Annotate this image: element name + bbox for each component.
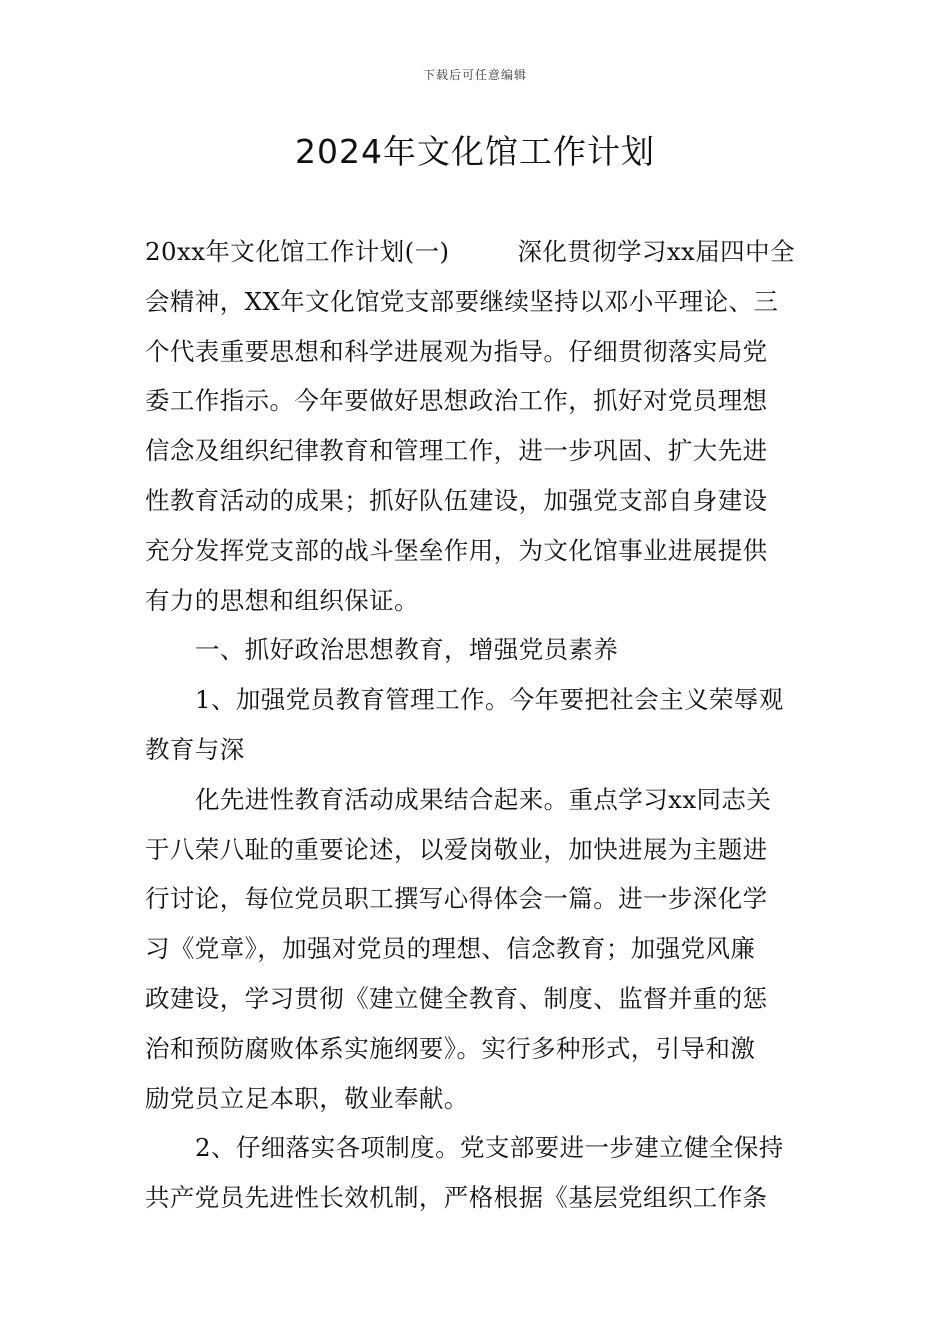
body-line: 共产党员先进性长效机制，严格根据《基层党组织工作条 — [145, 1183, 768, 1213]
body-line: 化先进性教育活动成果结合起来。重点学习xx同志关 — [195, 784, 772, 814]
body-line: 习《党章》，加强对党员的理想、信念教育；加强党风廉 — [145, 934, 756, 964]
document-body — [145, 227, 810, 1223]
section-heading: 一、抓好政治思想教育，增强党员素养 — [195, 635, 619, 665]
body-line: 个代表重要思想和科学进展观为指导。仔细贯彻落实局党 — [145, 336, 768, 366]
body-line: 于八荣八耻的重要论述，以爱岗敬业，加快进展为主题进 — [145, 834, 768, 864]
subtitle-text: 20xx年文化馆工作计划(一) — [145, 237, 450, 266]
body-text: 深化贯彻学习xx届四中全 — [517, 237, 795, 266]
body-line: 2、仔细落实各项制度。党支部要进一步建立健全保持 — [195, 1133, 784, 1163]
header-note: 下载后可任意编辑 — [422, 68, 527, 82]
body-line: 性教育活动的成果；抓好队伍建设，加强党支部自身建设 — [145, 485, 768, 515]
body-line: 充分发挥党支部的战斗堡垒作用，为文化馆事业进展提供 — [145, 535, 768, 565]
body-line — [145, 227, 810, 277]
body-line: 政建设，学习贯彻《建立健全教育、制度、监督并重的惩 — [145, 983, 768, 1013]
body-line: 行讨论，每位党员职工撰写心得体会一篇。进一步深化学 — [145, 884, 768, 914]
body-line: 治和预防腐败体系实施纲要》。实行多种形式，引导和激 — [145, 1033, 756, 1063]
body-line: 信念及组织纪律教育和管理工作，进一步巩固、扩大先进 — [145, 436, 768, 466]
body-line: 1、加强党员教育管理工作。今年要把社会主义荣辱观 — [195, 685, 784, 715]
body-line: 教育与深 — [145, 734, 245, 764]
body-line: 会精神，XX年文化馆党支部要继续坚持以邓小平理论、三 — [145, 286, 779, 316]
document-title: 2024年文化馆工作计划 — [295, 132, 655, 171]
body-line: 励党员立足本职，敬业奉献。 — [145, 1083, 469, 1113]
body-line: 有力的思想和组织保证。 — [145, 585, 419, 615]
body-line: 委工作指示。今年要做好思想政治工作，抓好对党员理想 — [145, 386, 768, 416]
